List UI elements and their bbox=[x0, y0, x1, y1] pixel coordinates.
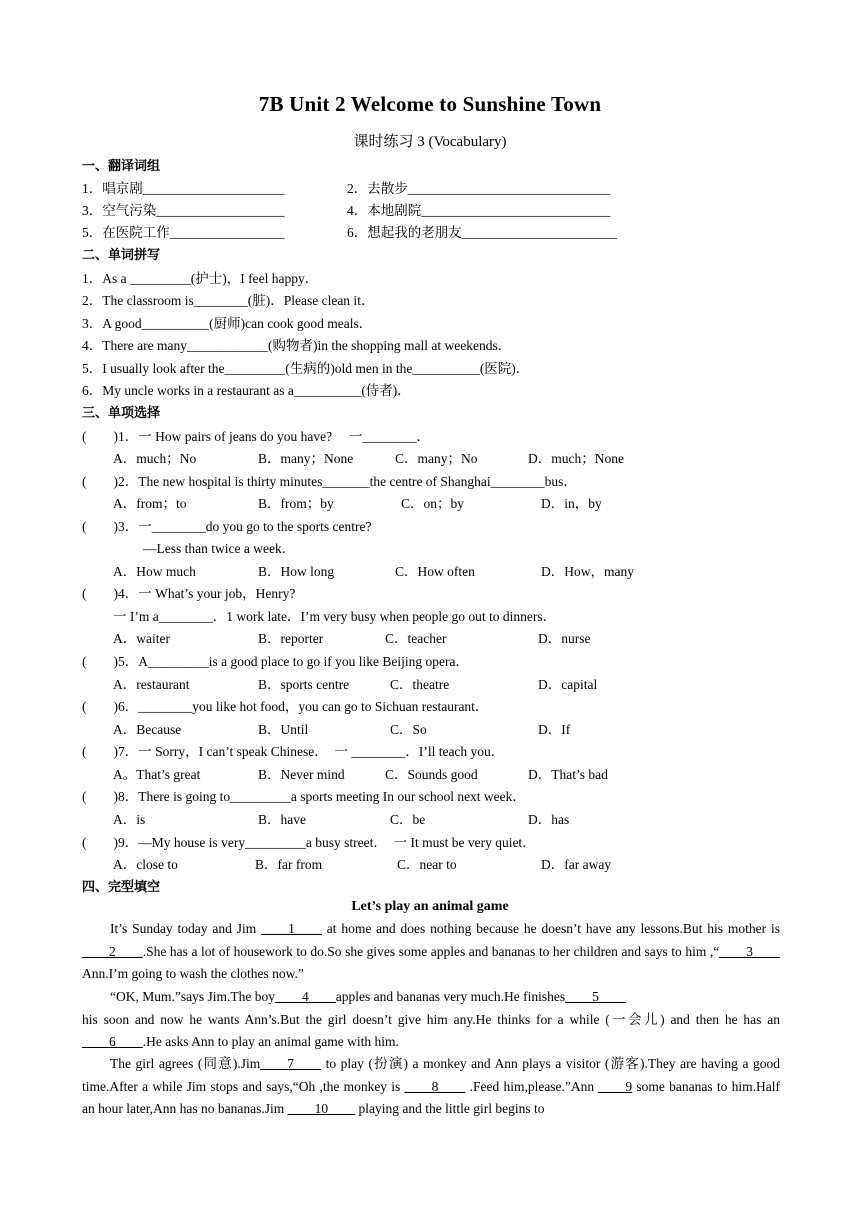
question-8-option-c: C．be bbox=[390, 812, 426, 827]
question-9-option-c: C．near to bbox=[397, 857, 457, 872]
passage-text: at home and does nothing because he doesn’t have any lessons.But his mother is bbox=[326, 921, 781, 936]
question-3-option-d: D．How，many bbox=[541, 564, 634, 579]
passage-text: his soon and now he wants Ann’s.But the girl doesn’t give him any.He thinks for a while (一会儿) and then he has an bbox=[82, 1011, 780, 1027]
blank-2: ____2____ bbox=[82, 943, 143, 959]
question-5-option-c: C．theatre bbox=[390, 677, 450, 692]
spelling-item-3: 3．A good__________(厨师)can cook good meals． bbox=[82, 316, 373, 331]
question-8-option-a: A．is bbox=[113, 812, 146, 827]
question-6-option-d: D．If bbox=[538, 722, 571, 737]
page-title: 7B Unit 2 Welcome to Sunshine Town bbox=[258, 92, 602, 116]
passage-text: The girl agrees (同意).Jim bbox=[110, 1056, 261, 1071]
question-3-option-a: A．How much bbox=[113, 564, 196, 579]
blank-9: ____9 bbox=[598, 1078, 633, 1094]
passage-text: some bananas to him.Half an hour later,Ann has no bananas.Jim bbox=[82, 1078, 781, 1116]
question-9-option-b: B．far from bbox=[255, 857, 323, 872]
passage-paragraph-3 bbox=[82, 1053, 780, 1121]
spelling-item-5: 5．I usually look after the_________(生病的)old men in the__________(医院)． bbox=[82, 361, 530, 376]
blank-10: ____10____ bbox=[287, 1101, 356, 1116]
passage-title: Let’s play an animal game bbox=[351, 899, 509, 914]
blank-7: ____7____ bbox=[260, 1056, 322, 1071]
section-heading-translate: 一、翻译词组 bbox=[82, 159, 161, 174]
question-3-stem: ( )3．一________do you go to the sports centre? bbox=[82, 519, 372, 534]
blank-6: ____6____ bbox=[82, 1034, 143, 1049]
section-heading-spelling: 二、单词拼写 bbox=[82, 248, 161, 263]
question-2-option-d: D．in，by bbox=[541, 496, 602, 511]
spelling-item-6: 6．My uncle works in a restaurant as a__________(侍者)． bbox=[82, 383, 411, 398]
passage-paragraph-1 bbox=[82, 918, 780, 986]
passage-text: .She has a lot of housework to do.So she gives some apples and bananas to her children and says to him ,“ bbox=[142, 943, 720, 959]
translate-item-2: 2．去散步______________________________ bbox=[347, 181, 611, 196]
question-6-option-b: B．Until bbox=[258, 722, 309, 737]
translate-item-4: 4．本地剧院____________________________ bbox=[347, 203, 611, 218]
passage-text: Ann.I’m going to wash the clothes now.” bbox=[82, 966, 304, 981]
question-7-option-b: B．Never mind bbox=[258, 767, 345, 782]
passage-text: “OK, Mum.”says Jim.The boy bbox=[110, 989, 275, 1004]
question-1-option-d: D．much；None bbox=[528, 451, 624, 466]
question-7-stem: ( )7．一 Sorry，I can’t speak Chinese． 一 ________．I’ll teach you． bbox=[82, 744, 505, 759]
question-9-option-d: D．far away bbox=[541, 857, 612, 872]
question-6-option-a: A．Because bbox=[113, 722, 182, 737]
question-8-option-d: D．has bbox=[528, 812, 570, 827]
passage-text: to play (扮演) a monkey and Ann plays a visitor (游客).They are having a good time.After a while Jim stops and says,“Oh ,the monkey is bbox=[82, 1056, 780, 1094]
translate-item-3: 3．空气污染___________________ bbox=[82, 203, 285, 218]
question-1-option-c: C．many；No bbox=[395, 451, 478, 466]
passage-text: playing and the little girl begins to bbox=[358, 1101, 545, 1116]
question-6-stem: ( )6．________you like hot food，you can go to Sichuan restaurant． bbox=[82, 699, 489, 714]
question-5-option-a: A．restaurant bbox=[113, 677, 190, 692]
question-4-option-c: C．teacher bbox=[385, 631, 447, 646]
spelling-item-4: 4．There are many____________(购物者)in the shopping mall at weekends． bbox=[82, 338, 512, 353]
question-1-stem: ( )1．一 How pairs of jeans do you have? 一________． bbox=[82, 429, 430, 444]
question-9-stem: ( )9．—My house is very_________a busy street． 一 It must be very quiet． bbox=[82, 835, 536, 850]
question-4-option-a: A．waiter bbox=[113, 631, 170, 646]
question-2-option-b: B．from；by bbox=[258, 496, 334, 511]
translate-item-1: 1．唱京剧_____________________ bbox=[82, 181, 285, 196]
question-3-stem-reply: —Less than twice a week． bbox=[143, 541, 296, 556]
passage-paragraph-2 bbox=[82, 986, 780, 1054]
question-7-option-c: C．Sounds good bbox=[385, 767, 478, 782]
question-4-stem-reply: 一 I’m a________．1 work late．I’m very busy when people go out to dinners． bbox=[113, 609, 557, 624]
question-4-stem: ( )4．一 What’s your job，Henry? bbox=[82, 586, 296, 601]
question-2-stem: ( )2．The new hospital is thirty minutes_______the centre of Shanghai________bus． bbox=[82, 474, 577, 489]
question-1-option-a: A．much；No bbox=[113, 451, 197, 466]
question-7-option-d: D．That’s bad bbox=[528, 767, 608, 782]
question-3-option-b: B．How long bbox=[258, 564, 335, 579]
question-1-option-b: B．many；None bbox=[258, 451, 354, 466]
blank-3: ____3____ bbox=[719, 943, 780, 959]
question-9-option-a: A．close to bbox=[113, 857, 178, 872]
question-5-stem: ( )5．A_________is a good place to go if you like Beijing opera． bbox=[82, 654, 469, 669]
question-8-option-b: B．have bbox=[258, 812, 306, 827]
spelling-item-2: 2．The classroom is________(脏)．Please clean it． bbox=[82, 293, 375, 308]
question-4-option-d: D．nurse bbox=[538, 631, 591, 646]
question-7-option-a: A。That’s great bbox=[113, 767, 201, 782]
question-2-option-c: C．on；by bbox=[401, 496, 465, 511]
question-2-option-a: A．from；to bbox=[113, 496, 187, 511]
question-3-option-c: C．How often bbox=[395, 564, 475, 579]
question-5-option-b: B．sports centre bbox=[258, 677, 350, 692]
translate-item-5: 5．在医院工作_________________ bbox=[82, 225, 285, 240]
question-8-stem: ( )8．There is going to_________a sports meeting In our school next week． bbox=[82, 789, 526, 804]
question-6-option-c: C．So bbox=[390, 722, 427, 737]
passage-text: It’s Sunday today and Jim bbox=[110, 921, 257, 936]
spelling-item-1: 1．As a _________(护士)，I feel happy． bbox=[82, 271, 319, 286]
blank-1: ____1____ bbox=[261, 921, 322, 936]
passage-text: .He asks Ann to play an animal game with him. bbox=[142, 1034, 399, 1049]
blank-8: ____8____ bbox=[404, 1078, 466, 1094]
page-subtitle: 课时练习 3 (Vocabulary) bbox=[353, 134, 507, 150]
passage-text: .Feed him,please.”Ann bbox=[469, 1078, 595, 1094]
question-5-option-d: D．capital bbox=[538, 677, 598, 692]
passage-text: apples and bananas very much.He finishes bbox=[335, 989, 566, 1004]
section-heading-cloze: 四、完型填空 bbox=[82, 880, 161, 895]
translate-item-6: 6．想起我的老朋友_______________________ bbox=[347, 225, 617, 240]
question-4-option-b: B．reporter bbox=[258, 631, 324, 646]
blank-5: ____5____ bbox=[565, 989, 626, 1004]
section-heading-choice: 三、单项选择 bbox=[82, 406, 161, 421]
blank-4: ____4____ bbox=[274, 989, 336, 1004]
